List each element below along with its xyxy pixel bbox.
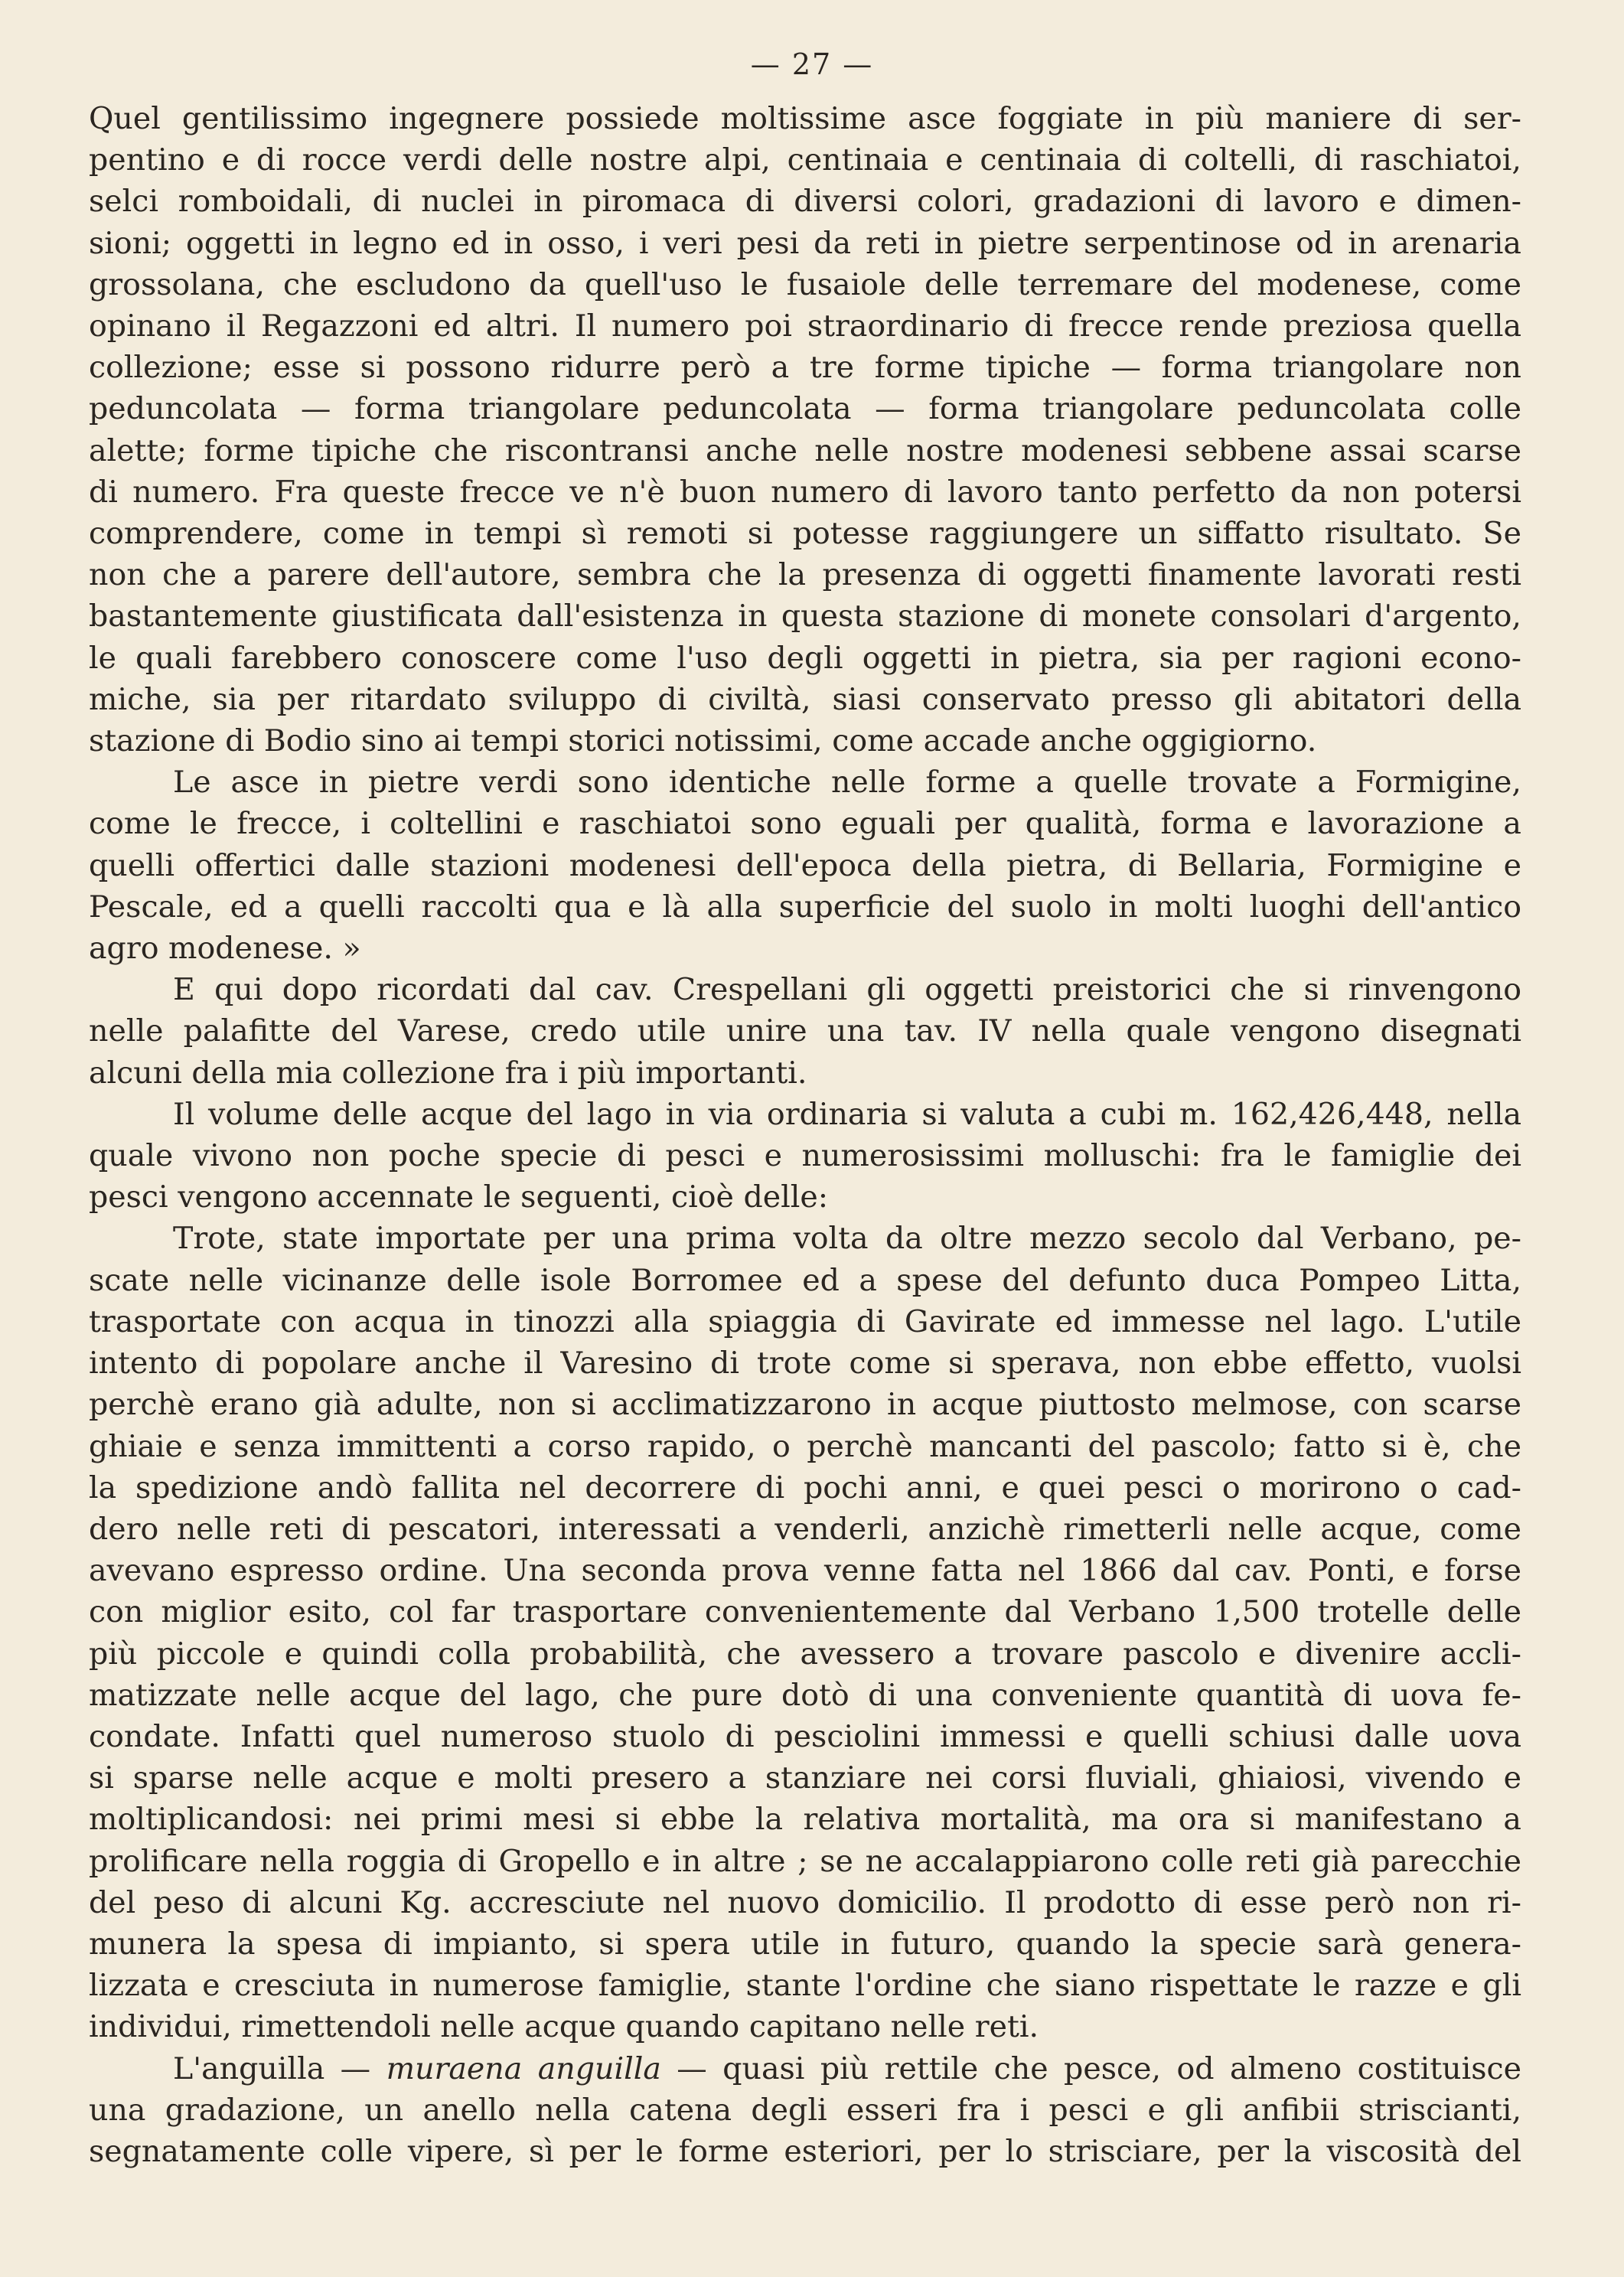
species-name: muraena anguilla	[386, 2050, 661, 2086]
text-line: stazione di Bodio sino ai tempi storici notissimi, come accade anche oggigiorno.	[89, 723, 1317, 759]
text-line: individui, rimettendoli nelle acque quando capitano nelle reti.	[89, 2009, 1039, 2045]
paragraph	[89, 1218, 1521, 2047]
text-line: nelle palafitte del Varese, credo utile unire una tav. IV nella quale vengono disegnati	[89, 1013, 1521, 1049]
text-line: collezione; esse si possono ridurre però a tre forme tipiche — forma triangolare non	[89, 350, 1521, 386]
text-line: alcuni della mia collezione fra i più importanti.	[89, 1055, 807, 1091]
text-line: Pescale, ed a quelli raccolti qua e là alla superficie del suolo in molti luoghi dell'antico	[89, 889, 1521, 925]
text-line: E qui dopo ricordati dal cav. Crespellani gli oggetti preistorici che si rinvengono	[173, 972, 1521, 1008]
text-line: ghiaie e senza immittenti a corso rapido, o perchè mancanti del pascolo; fatto si è, che	[89, 1428, 1521, 1464]
text-span: L'anguilla —	[173, 2050, 386, 2086]
text-line: peduncolata — forma triangolare peduncolata — forma triangolare peduncolata colle	[89, 391, 1521, 427]
text-line: si sparse nelle acque e molti presero a stanziare nei corsi fluviali, ghiaiosi, vivendo e	[89, 1760, 1521, 1796]
text-line: come le frecce, i coltellini e raschiatoi sono eguali per qualità, forma e lavorazione a	[89, 806, 1521, 842]
text-line: opinano il Regazzoni ed altri. Il numero poi straordinario di frecce rende preziosa quella	[89, 308, 1521, 344]
text-line: lizzata e cresciuta in numerose famiglie, stante l'ordine che siano rispettate le razze e gli	[89, 1968, 1521, 2004]
text-line: agro modenese. »	[89, 931, 361, 967]
text-line: del peso di alcuni Kg. accresciute nel nuovo domicilio. Il prodotto di esse però non ri-	[89, 1884, 1521, 1920]
text-line: alette; forme tipiche che riscontransi anche nelle nostre modenesi sebbene assai scarse	[89, 432, 1521, 468]
text-line: condate. Infatti quel numeroso stuolo di pesciolini immessi e quelli schiusi dalle uova	[89, 1718, 1521, 1754]
text-line: le quali farebbero conoscere come l'uso degli oggetti in pietra, sia per ragioni econo-	[89, 640, 1521, 676]
text-line: più piccole e quindi colla probabilità, che avessero a trovare pascolo e divenire accli-	[89, 1636, 1521, 1672]
text-line: scate nelle vicinanze delle isole Borromee ed a spese del defunto duca Pompeo Litta,	[89, 1262, 1521, 1298]
text-line: trasportate con acqua in tinozzi alla spiaggia di Gavirate ed immesse nel lago. L'utile	[89, 1303, 1521, 1339]
text-line: pentino e di rocce verdi delle nostre alpi, centinaia e centinaia di coltelli, di raschiatoi,	[89, 142, 1521, 178]
text-line: con miglior esito, col far trasportare convenientemente dal Verbano 1,500 trotelle delle	[89, 1594, 1521, 1630]
paragraph	[89, 969, 1521, 1094]
text-line: Trote, state importate per una prima volta da oltre mezzo secolo dal Verbano, pe-	[173, 1221, 1521, 1257]
text-line: di numero. Fra queste frecce ve n'è buon numero di lavoro tanto perfetto da non potersi	[89, 474, 1521, 510]
body-text	[89, 98, 1521, 2172]
text-line: selci romboidali, di nuclei in piromaca di diversi colori, gradazioni di lavoro e dimen-	[89, 184, 1521, 220]
text-line: matizzate nelle acque del lago, che pure dotò di una conveniente quantità di uova fe-	[89, 1677, 1521, 1713]
text-line: perchè erano già adulte, non si acclimatizzarono in acque piuttosto melmose, con scarse	[89, 1387, 1521, 1423]
text-line: grossolana, che escludono da quell'uso le fusaiole delle terremare del modenese, come	[89, 266, 1521, 302]
text-line: moltiplicandosi: nei primi mesi si ebbe la relativa mortalità, ma ora si manifestano a	[89, 1802, 1521, 1838]
text-line: intento di popolare anche il Varesino di trote come si sperava, non ebbe effetto, vuolsi	[89, 1346, 1521, 1382]
page-number: — 27 —	[750, 47, 874, 81]
paragraph-last	[89, 2048, 1521, 2173]
text-line: non che a parere dell'autore, sembra che la presenza di oggetti finamente lavorati resti	[89, 557, 1521, 593]
text-line: sioni; oggetti in legno ed in osso, i veri pesi da reti in pietre serpentinose od in arenaria	[89, 225, 1521, 261]
text-line: segnatamente colle vipere, sì per le forme esteriori, per lo strisciare, per la viscosità del	[89, 2133, 1521, 2169]
text-line: munera la spesa di impianto, si spera utile in futuro, quando la specie sarà genera-	[89, 1926, 1521, 1962]
text-line: una gradazione, un anello nella catena degli esseri fra i pesci e gli anfibii striscianti,	[89, 2092, 1521, 2128]
text-line: Le asce in pietre verdi sono identiche nelle forme a quelle trovate a Formigine,	[173, 765, 1521, 801]
text-line: bastantemente giustificata dall'esistenza in questa stazione di monete consolari d'argento,	[89, 599, 1521, 634]
text-line: Quel gentilissimo ingegnere possiede moltissime asce foggiate in più maniere di ser-	[89, 101, 1521, 136]
text-line: prolificare nella roggia di Gropello e in altre ; se ne accalappiarono colle reti già parecchie	[89, 1843, 1521, 1879]
text-line: la spedizione andò fallita nel decorrere di pochi anni, e quei pesci o morirono o cad-	[89, 1470, 1521, 1505]
text-line: pesci vengono accennate le seguenti, cioè delle:	[89, 1179, 829, 1215]
paragraph	[89, 98, 1521, 762]
paragraph	[89, 1094, 1521, 1218]
text-line	[89, 2048, 1521, 2089]
text-line: Il volume delle acque del lago in via ordinaria si valuta a cubi m. 162,426,448, nella	[173, 1096, 1521, 1132]
text-line: comprendere, come in tempi sì remoti si potesse raggiungere un siffatto risultato. Se	[89, 516, 1521, 552]
text-span: — quasi più rettile che pesce, od almeno costituisce	[660, 2050, 1521, 2086]
text-line: dero nelle reti di pescatori, interessati a venderli, anzichè rimetterli nelle acque, come	[89, 1511, 1521, 1547]
text-line: quale vivono non poche specie di pesci e numerosissimi molluschi: fra le famiglie dei	[89, 1138, 1521, 1174]
text-line: miche, sia per ritardato sviluppo di civiltà, siasi conservato presso gli abitatori della	[89, 681, 1521, 717]
text-line: avevano espresso ordine. Una seconda prova venne fatta nel 1866 dal cav. Ponti, e forse	[89, 1553, 1521, 1589]
text-line: quelli offertici dalle stazioni modenesi dell'epoca della pietra, di Bellaria, Formigine e	[89, 847, 1521, 883]
paragraph	[89, 762, 1521, 969]
